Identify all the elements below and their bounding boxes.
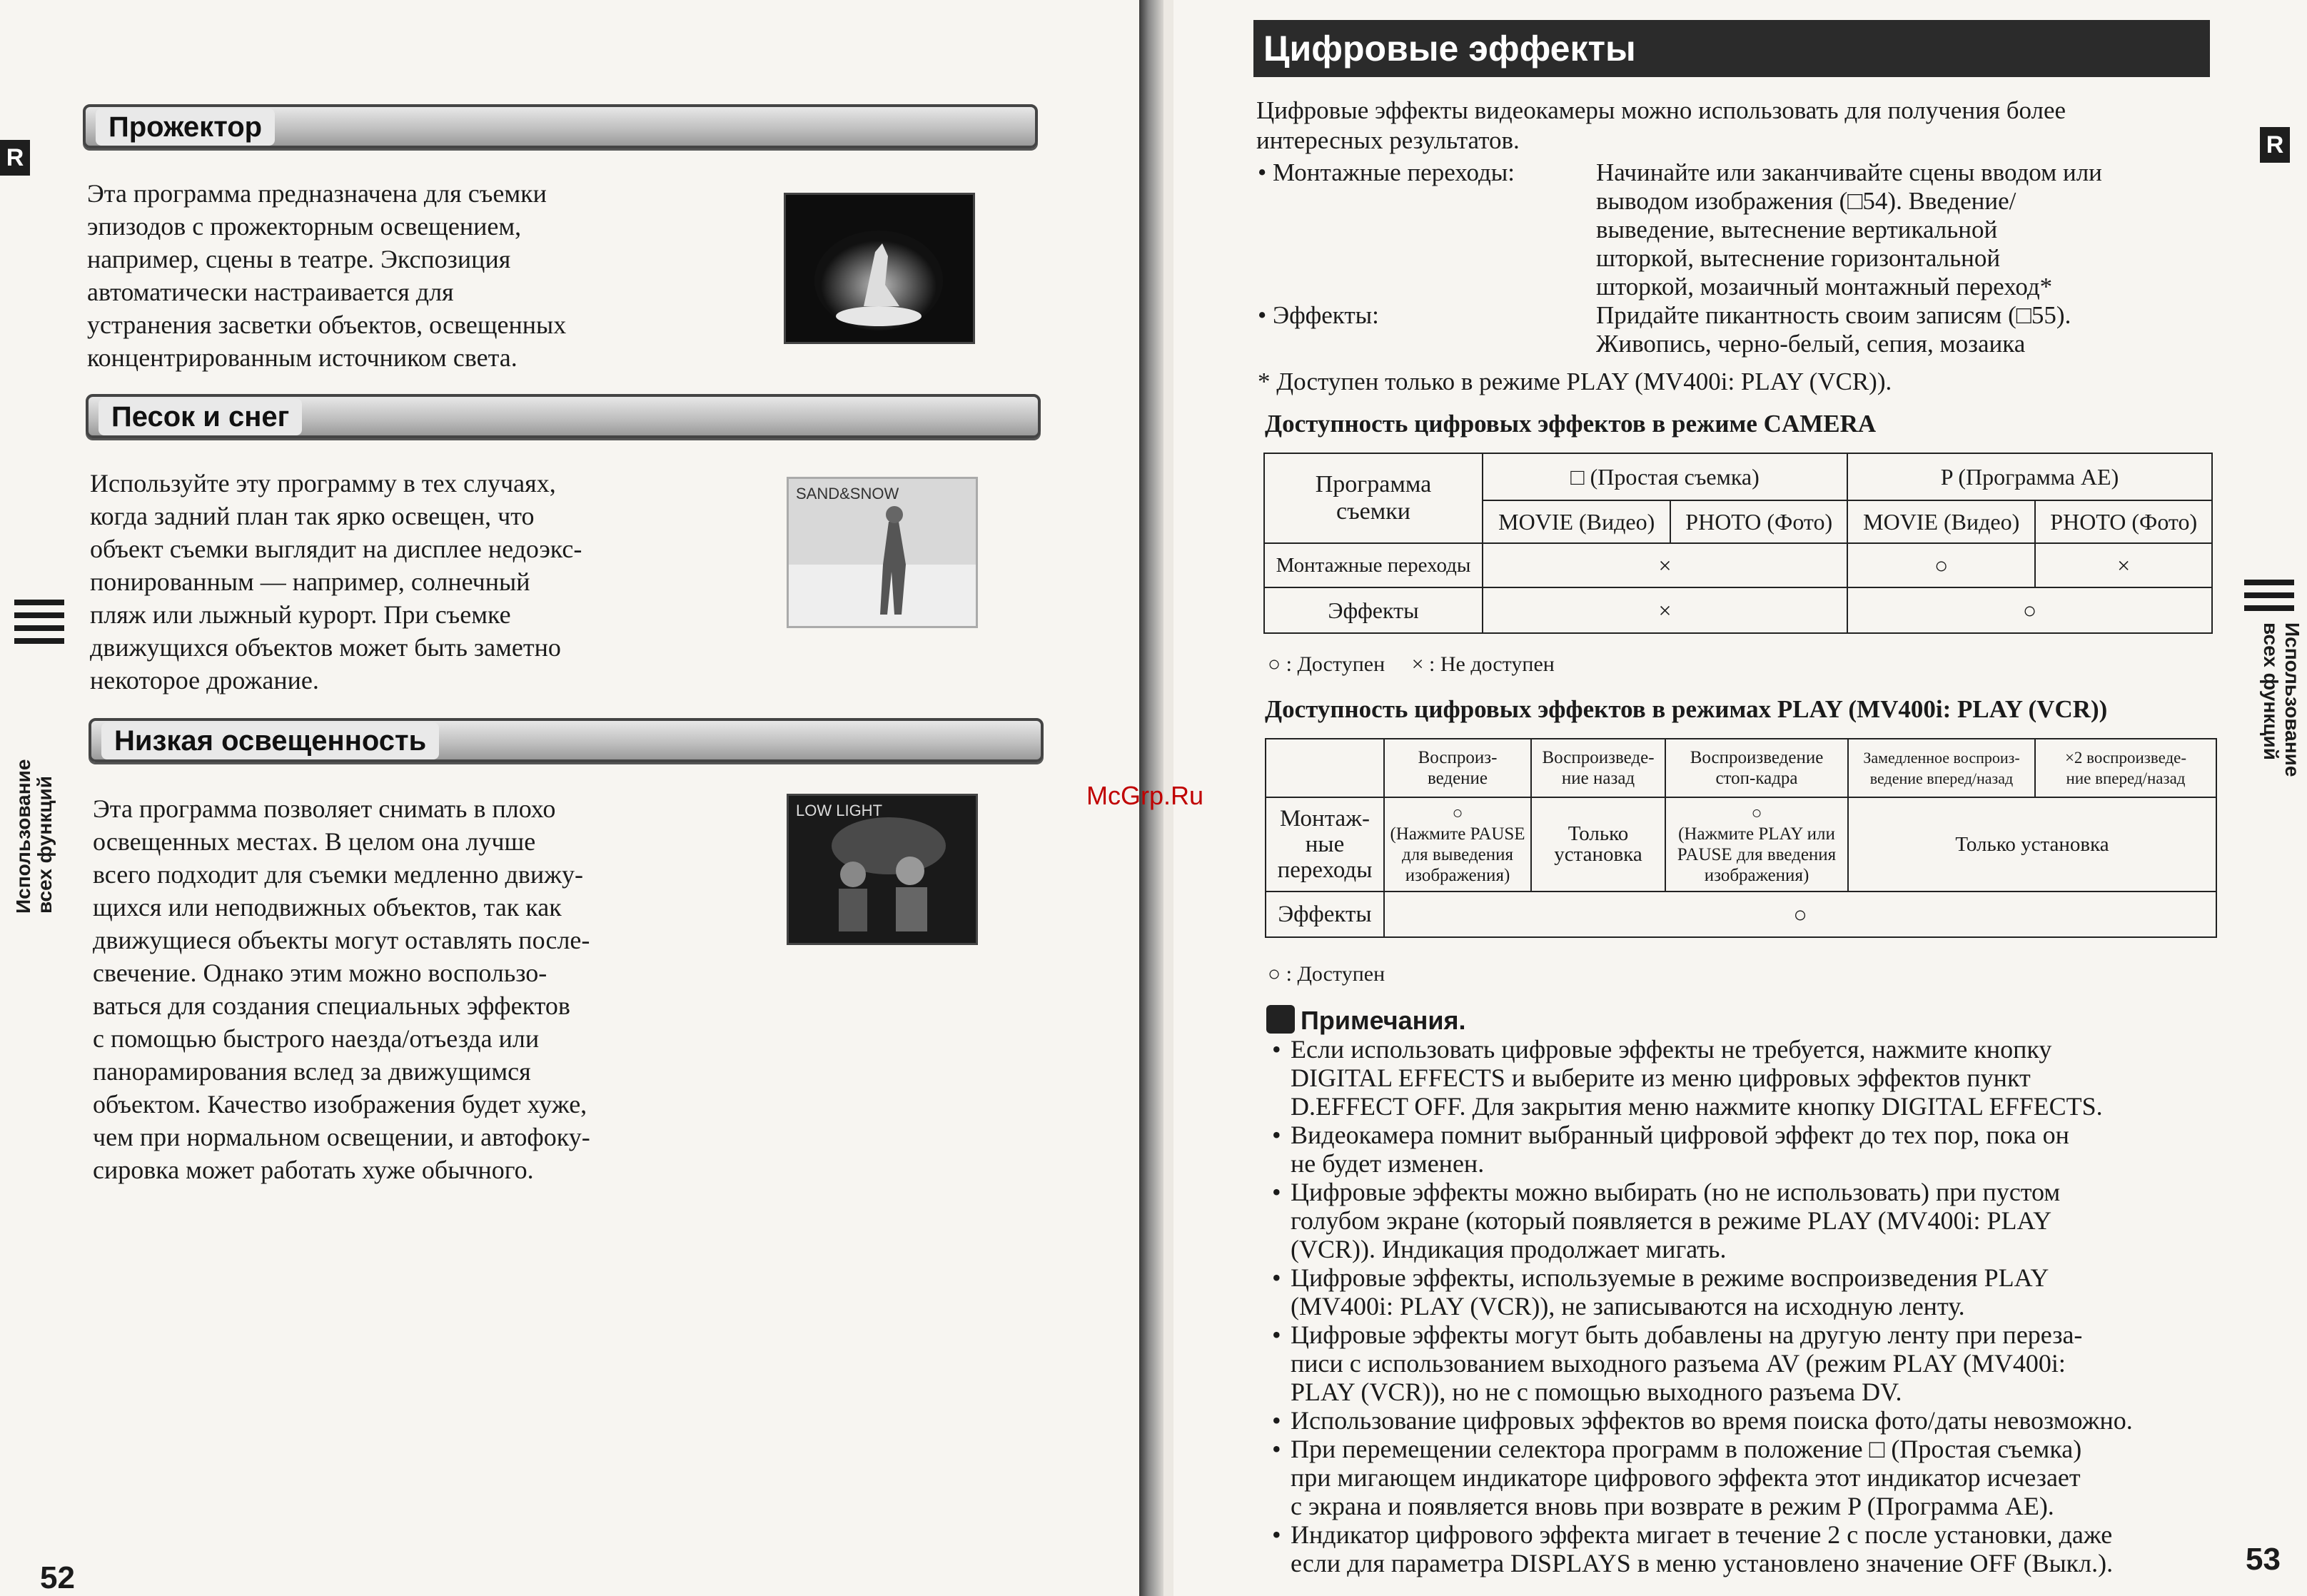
side-tab-text-right: Использование всех функций [2260, 622, 2303, 777]
section-text: Используйте эту программу в тех случаях, когда задний план так ярко освещен, что объект съемки выглядит на дисплее недоэкс- понированным — например, солнечный пляж или лыжный курорт. При съемке движущихся объектов может быть заметно некоторое дрожание. [90, 469, 582, 695]
page-number-left: 52 [40, 1560, 75, 1595]
note-item: • При перемещении селектора программ в положение □ (Простая съемка) при мигающем индикаторе цифрового эффекта этот индикатор исчезает с экрана и появляется вновь при возврате в режим P (Программа AE). [1269, 1435, 2218, 1520]
sand-snow-thumbnail: SAND&SNOW [787, 477, 978, 628]
section-marker-right: R [2260, 127, 2290, 163]
section-marker-left: R [0, 140, 30, 176]
table-cell: × [1483, 587, 1847, 633]
note-item: • Использование цифровых эффектов во время поиска фото/даты невозможно. [1269, 1406, 2218, 1435]
side-tab-text-left: Использование всех функций [12, 759, 56, 914]
column-header: PHOTO (Фото) [2035, 500, 2212, 543]
table-cell: ○ (Нажмите PAUSE для выведения изображения) [1384, 797, 1531, 892]
table1-title: Доступность цифровых эффектов в режиме CAMERA [1265, 410, 1877, 438]
table1-legend: ○ : Доступен × : Не доступен [1268, 652, 1555, 676]
column-header: MOVIE (Видео) [1483, 500, 1670, 543]
row-header: Эффекты [1266, 892, 1384, 937]
column-header: PHOTO (Фото) [1670, 500, 1847, 543]
column-header: Воспроизведение стоп-кадра [1665, 739, 1848, 797]
definition-desc: Начинайте или заканчивайте сцены вводом или выводом изображения (□54). Введение/ выведение, вытеснение вертикальной шторкой, вытеснение горизонтальной шторкой, мозаичный монтажный переход* [1596, 158, 2102, 300]
watermark: McGrp.Ru [1086, 781, 1204, 810]
table2-legend: ○ : Доступен [1268, 962, 1385, 986]
table-corner [1266, 739, 1384, 797]
table-corner: Программа съемки [1264, 453, 1483, 543]
page-title: Цифровые эффекты [1253, 20, 2210, 77]
note-item: • Цифровые эффекты можно выбирать (но не использовать) при пустом голубом экране (который появляется в режиме PLAY (MV400i: PLAY (VCR)). Индикация продолжает мигать. [1269, 1178, 2218, 1263]
section-text: Эта программа позволяет снимать в плохо освещенных местах. В целом она лучше всего подходит для съемки медленно движу- щихся или неподвижных объектов, так как движущиеся объекты могут оставлять после- свечение. Однако этим можно воспользо- ваться для создания специальных эффектов с помощью быстрого наезда/отъезда или панорамирования вслед за движущимся объектом. Качество изображения будет хуже, чем при нормальном освещении, и автофоку- сировка может работать хуже обычного. [93, 794, 590, 1184]
table-cell: × [2035, 543, 2212, 587]
spotlight-thumbnail [784, 193, 975, 344]
note-icon [1266, 1005, 1295, 1034]
spotlight-image [786, 195, 973, 342]
camera-effects-table [1263, 453, 2213, 634]
column-header: ×2 воспроизведе- ние вперед/назад [2035, 739, 2216, 797]
side-tab-right [2241, 580, 2303, 777]
low-light-thumbnail: LOW LIGHT [787, 794, 978, 945]
definition-term: • Эффекты: [1258, 301, 1379, 329]
definition-desc: Придайте пикантность своим записям (□55). Живопись, черно-белый, сепия, мозаика [1596, 301, 2071, 358]
table-cell: ○ [1847, 587, 2212, 633]
page-number-right: 53 [2246, 1542, 2281, 1577]
note-item: • Если использовать цифровые эффекты не требуется, нажмите кнопку DIGITAL EFFECTS и выберите из меню цифровых эффектов пункт D.EFFECT OFF. Для закрытия меню нажмите кнопку DIGITAL EFFECTS. [1269, 1035, 2218, 1121]
table-cell: Только установка [1848, 797, 2216, 892]
column-header: Воспроизведе- ние назад [1531, 739, 1665, 797]
table-cell: × [1483, 543, 1847, 587]
intro-text: Цифровые эффекты видеокамеры можно использовать для получения более интересных результатов. [1256, 96, 2066, 154]
side-tab-left [0, 600, 56, 914]
column-group-easy: □ (Простая съемка) [1483, 453, 1847, 500]
notes-heading: Примечания. [1266, 1005, 1466, 1036]
row-header: Монтаж- ные переходы [1266, 797, 1384, 892]
footnote: * Доступен только в режиме PLAY (MV400i: PLAY (VCR)). [1258, 368, 1892, 395]
column-header: MOVIE (Видео) [1847, 500, 2035, 543]
note-item: • Индикатор цифрового эффекта мигает в течение 2 с после установки, даже если для параметра DISPLAYS в меню установлено значение OFF (Выкл.). [1269, 1520, 2218, 1577]
table-cell: Только установка [1531, 797, 1665, 892]
note-item: • Видеокамера помнит выбранный цифровой эффект до тех пор, пока он не будет изменен. [1269, 1121, 2218, 1178]
note-item: • Цифровые эффекты могут быть добавлены на другую ленту при переза- писи с использованием выходного разъема AV (режим PLAY (MV400i: PLAY (VCR)), но не с помощью выходного разъема DV. [1269, 1320, 2218, 1406]
column-header: Замедленное воспроиз- ведение вперед/назад [1848, 739, 2035, 797]
column-header: Воспроиз- ведение [1384, 739, 1531, 797]
row-header: Эффекты [1264, 587, 1483, 633]
section-heading: Прожектор [96, 108, 275, 146]
table2-title: Доступность цифровых эффектов в режимах PLAY (MV400i: PLAY (VCR)) [1265, 695, 2108, 723]
section-heading: Низкая освещенность [101, 722, 439, 759]
table-cell: ○ [1847, 543, 2035, 587]
row-header: Монтажные переходы [1264, 543, 1483, 587]
table-cell: ○ [1384, 892, 2216, 937]
notes-list [1269, 1035, 2218, 1577]
play-effects-table [1265, 738, 2217, 938]
section-text: Эта программа предназначена для съемки эпизодов с прожекторным освещением, например, сцены в театре. Экспозиция автоматически настраивается для устранения засветки объектов, освещенных концентрированным источником света. [87, 179, 567, 372]
note-item: • Цифровые эффекты, используемые в режиме воспроизведения PLAY (MV400i: PLAY (VCR)), не записываются на исходную ленту. [1269, 1263, 2218, 1320]
definition-term: • Монтажные переходы: [1258, 158, 1515, 186]
section-heading: Песок и снег [99, 398, 302, 435]
table-cell: ○ (Нажмите PLAY или PAUSE для введения изображения) [1665, 797, 1848, 892]
column-group-program: P (Программа AE) [1847, 453, 2212, 500]
